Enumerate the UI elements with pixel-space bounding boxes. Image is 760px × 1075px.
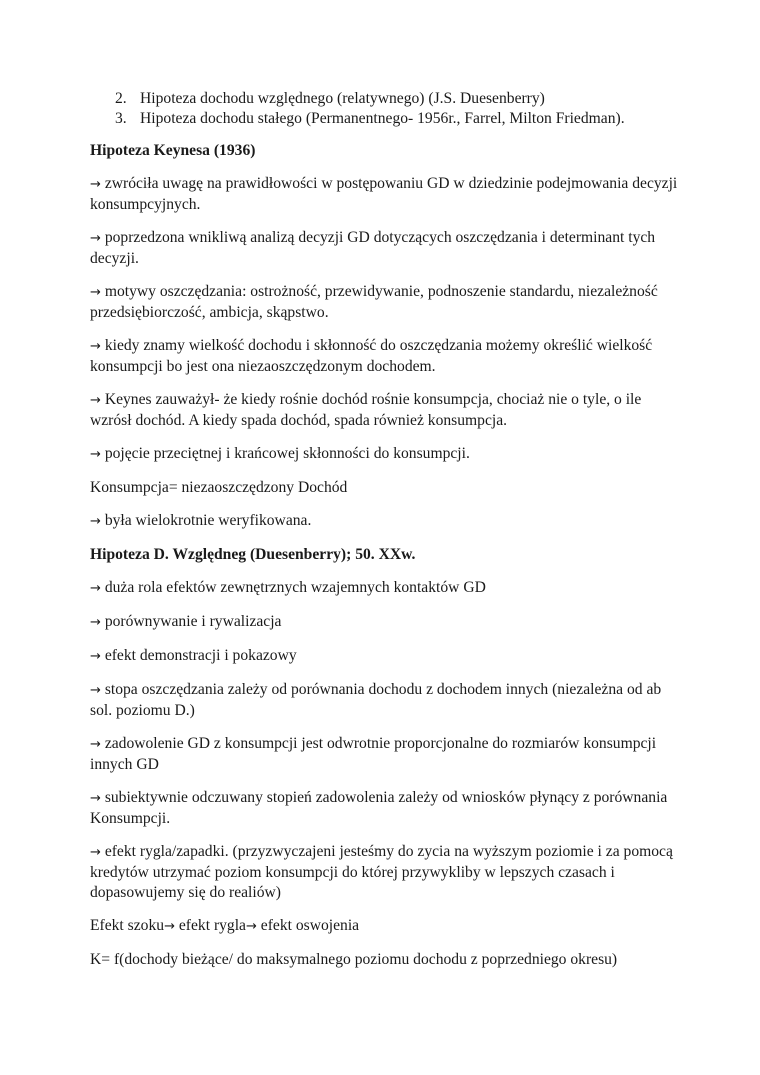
arrow-icon: → xyxy=(90,177,101,192)
paragraph-text: kiedy znamy wielkość dochodu i skłonność do oszczędzania możemy określić wielkość konsumpcji bo jest ona niezaoszczędzonym dochodem. xyxy=(90,337,653,375)
paragraph-text: była wielokrotnie weryfikowana. xyxy=(104,512,312,529)
arrow-icon: → xyxy=(90,231,101,246)
list-number: 2. xyxy=(115,90,127,107)
duesenberry-paragraph xyxy=(90,734,680,775)
paragraph-text: efekt rygla/zapadki. (przyzwyczajeni jesteśmy do zycia na wyższym poziomie i za pomocą kredytów utrzymać poziom konsumpcji do której przywykliby w lepszych czasach i dopasowujemy się do realiów) xyxy=(90,843,673,901)
arrow-icon: → xyxy=(90,339,101,354)
duesenberry-formula: K= f(dochody bieżące/ do maksymalnego poziomu dochodu z poprzedniego okresu) xyxy=(90,951,618,968)
keynes-formula: Konsumpcja= niezaoszczędzony Dochód xyxy=(90,479,348,496)
keynes-heading: Hipoteza Keynesa (1936) xyxy=(90,142,256,159)
arrow-icon: → xyxy=(164,919,175,934)
keynes-paragraph xyxy=(90,336,680,377)
hypothesis-list xyxy=(90,89,680,129)
paragraph-text: stopa oszczędzania zależy od porównania dochodu z dochodem innych (niezależna od ab sol. poziomu D.) xyxy=(90,681,662,719)
arrow-icon: → xyxy=(90,393,101,408)
keynes-paragraph xyxy=(90,444,680,465)
keynes-paragraph xyxy=(90,390,680,431)
arrow-icon: → xyxy=(90,615,101,630)
chain-step: efekt oswojenia xyxy=(260,917,360,934)
paragraph-text: Keynes zauważył- że kiedy rośnie dochód rośnie konsumpcja, chociaż nie o tyle, o ile wzrósł dochód. A kiedy spada dochód, spada również konsumpcja. xyxy=(90,391,642,429)
arrow-icon: → xyxy=(245,919,257,934)
arrow-icon: → xyxy=(90,581,101,596)
list-item-text: Hipoteza dochodu stałego (Permanentnego- 1956r., Farrel, Milton Friedman). xyxy=(140,110,625,127)
arrow-icon: → xyxy=(90,447,101,462)
paragraph-text: motywy oszczędzania: ostrożność, przewidywanie, podnoszenie standardu, niezależność przedsiębiorczość, ambicja, skąpstwo. xyxy=(90,283,658,321)
list-number: 3. xyxy=(115,110,127,127)
arrow-icon: → xyxy=(90,285,101,300)
duesenberry-heading: Hipoteza D. Względneg (Duesenberry); 50. XXw. xyxy=(90,546,416,563)
arrow-icon: → xyxy=(90,737,101,752)
list-item xyxy=(90,109,680,129)
paragraph-text: subiektywnie odczuwany stopień zadowolenia zależy od wniosków płynący z porównania Konsumpcji. xyxy=(90,789,668,827)
duesenberry-paragraph xyxy=(90,788,680,829)
paragraph-text: duża rola efektów zewnętrznych wzajemnych kontaktów GD xyxy=(104,579,486,596)
document-page xyxy=(90,89,680,983)
paragraph-text: efekt demonstracji i pokazowy xyxy=(104,647,297,664)
duesenberry-paragraph xyxy=(90,680,680,721)
keynes-paragraph xyxy=(90,282,680,323)
arrow-icon: → xyxy=(90,791,101,806)
duesenberry-paragraph xyxy=(90,578,680,599)
chain-step: efekt rygla xyxy=(178,917,246,934)
duesenberry-paragraph xyxy=(90,842,680,903)
keynes-paragraph xyxy=(90,511,680,532)
list-item-text: Hipoteza dochodu względnego (relatywnego) (J.S. Duesenberry) xyxy=(140,90,545,107)
effect-chain xyxy=(90,916,680,937)
arrow-icon: → xyxy=(90,683,101,698)
arrow-icon: → xyxy=(90,514,101,529)
duesenberry-paragraph xyxy=(90,646,680,667)
chain-step: Efekt szoku xyxy=(90,917,165,934)
duesenberry-paragraph xyxy=(90,612,680,633)
list-item xyxy=(90,89,680,109)
paragraph-text: zwróciła uwagę na prawidłowości w postępowaniu GD w dziedzinie podejmowania decyzji konsumpcyjnych. xyxy=(90,175,678,213)
arrow-icon: → xyxy=(90,649,101,664)
paragraph-text: porównywanie i rywalizacja xyxy=(104,613,282,630)
paragraph-text: poprzedzona wnikliwą analizą decyzji GD dotyczących oszczędzania i determinant tych decyzji. xyxy=(90,229,656,267)
paragraph-text: pojęcie przeciętnej i krańcowej skłonności do konsumpcji. xyxy=(104,445,470,462)
keynes-paragraph xyxy=(90,174,680,215)
keynes-paragraph xyxy=(90,228,680,269)
arrow-icon: → xyxy=(90,845,101,860)
paragraph-text: zadowolenie GD z konsumpcji jest odwrotnie proporcjonalne do rozmiarów konsumpcji innych GD xyxy=(90,735,657,773)
